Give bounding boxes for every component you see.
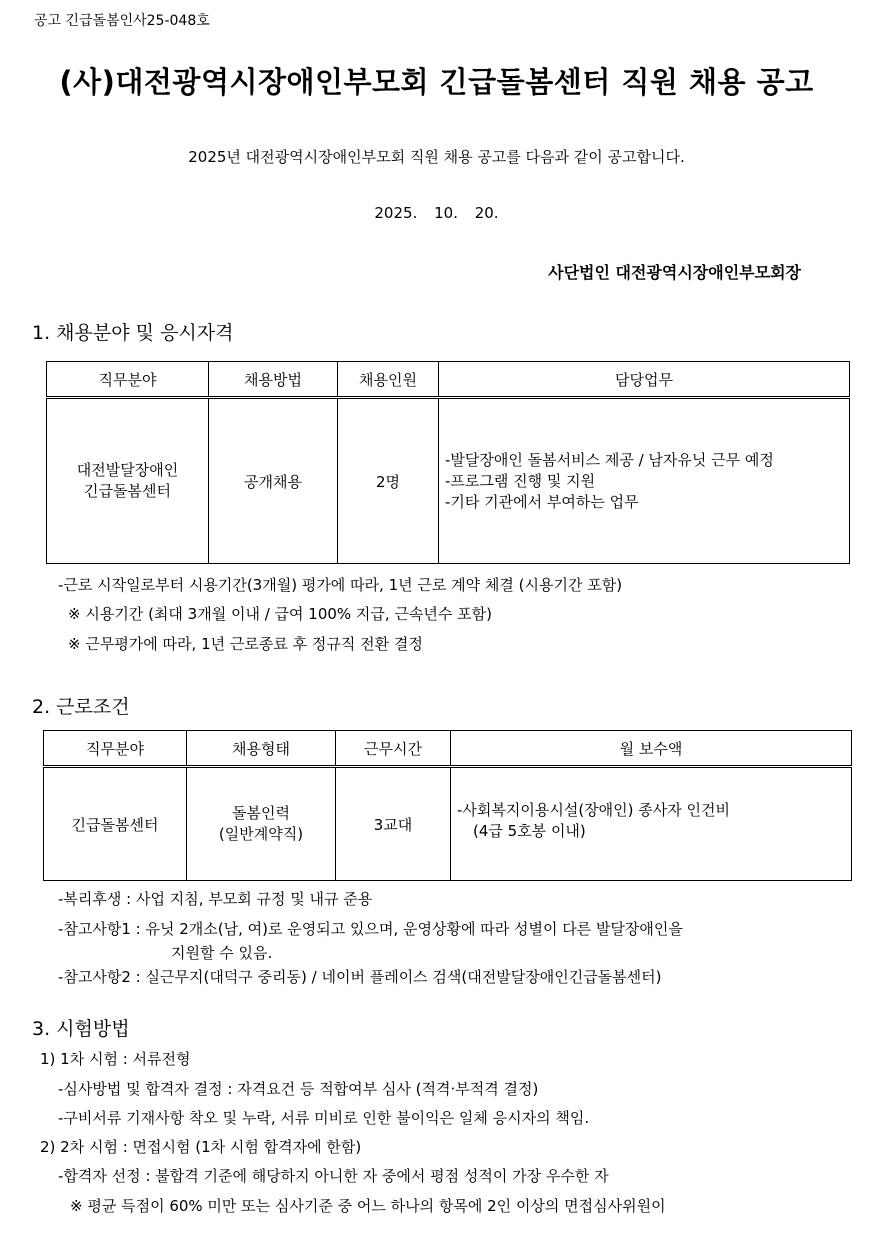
recruitment-table: [46, 361, 850, 564]
count-cell: 2명: [338, 398, 439, 564]
field-cell: [47, 398, 209, 564]
exam-line: -합격자 선정 : 불합격 기준에 해당하지 아니한 자 중에서 평점 성적이 가장 우수한 자: [58, 1167, 609, 1185]
note-line: -참고사항1 : 유닛 2개소(남, 여)로 운영되고 있으며, 운영상황에 따라 성별이 다른 발달장애인을: [58, 920, 683, 938]
field-cell: 긴급돌봄센터: [44, 767, 187, 881]
header-hours: 근무시간: [336, 731, 451, 767]
header-type: 채용형태: [187, 731, 336, 767]
note-line: ※ 시용기간 (최대 3개월 이내 / 급여 100% 지급, 근속년수 포함): [68, 605, 493, 623]
note-line: -근로 시작일로부터 시용기간(3개월) 평가에 따라, 1년 근로 계약 체결 (시용기간 포함): [58, 576, 623, 594]
note-line: 지원할 수 있음.: [171, 944, 273, 962]
pay-line: -사회복지이용시설(장애인) 종사자 인건비: [457, 801, 730, 819]
note-line: -참고사항2 : 실근무지(대덕구 중리동) / 네이버 플레이스 검색(대전발달장애인긴급돌봄센터): [58, 968, 662, 986]
header-count: 채용인원: [338, 362, 439, 398]
note-line: ※ 근무평가에 따라, 1년 근로종료 후 정규직 전환 결정: [68, 635, 423, 653]
section1-heading: 1. 채용분야 및 응시자격: [32, 322, 234, 344]
issuer: 사단법인 대전광역시장애인부모회장: [548, 263, 801, 282]
exam-line: 1) 1차 시험 : 서류전형: [40, 1050, 191, 1068]
pay-cell: [451, 767, 852, 881]
table-row: [47, 398, 850, 564]
type-line: 돌봄인력: [232, 804, 290, 822]
notice-date: 2025. 10. 20.: [374, 204, 499, 222]
intro-text: 2025년 대전광역시장애인부모회 직원 채용 공고를 다음과 같이 공고합니다.: [188, 148, 685, 166]
header-duties: 담당업무: [439, 362, 850, 398]
pay-line: (4급 5호봉 이내): [473, 822, 586, 840]
note-line: -복리후생 : 사업 지침, 부모회 규정 및 내규 준용: [58, 890, 373, 908]
duty-item: -발달장애인 돌봄서비스 제공 / 남자유닛 근무 예정: [445, 450, 774, 469]
exam-line: ※ 평균 득점이 60% 미만 또는 심사기준 중 어느 하나의 항목에 2인 이상의 면접심사위원이: [70, 1197, 666, 1215]
exam-line: -구비서류 기재사항 착오 및 누락, 서류 미비로 인한 불이익은 일체 응시자의 책임.: [58, 1109, 590, 1127]
header-field: 직무분야: [44, 731, 187, 767]
field-line: 대전발달장애인: [76, 461, 179, 479]
duty-item: -기타 기관에서 부여하는 업무: [445, 492, 639, 511]
exam-line: 2) 2차 시험 : 면접시험 (1차 시험 합격자에 한함): [40, 1138, 362, 1156]
table-row: [44, 767, 852, 881]
notice-number: 공고 긴급돌봄인사25-048호: [34, 13, 210, 29]
type-line: (일반계약직): [218, 825, 304, 843]
page-title: (사)대전광역시장애인부모회 긴급돌봄센터 직원 채용 공고: [59, 65, 814, 99]
header-method: 채용방법: [209, 362, 338, 398]
section3-heading: 3. 시험방법: [32, 1018, 130, 1040]
header-field: 직무분야: [47, 362, 209, 398]
section2-heading: 2. 근로조건: [32, 696, 130, 718]
duty-item: -프로그램 진행 및 지원: [445, 471, 596, 490]
conditions-table: [43, 730, 852, 881]
method-cell: 공개채용: [209, 398, 338, 564]
duties-cell: [439, 398, 850, 564]
hours-cell: 3교대: [336, 767, 451, 881]
exam-line: -심사방법 및 합격자 결정 : 자격요건 등 적합여부 심사 (적격·부적격 결정): [58, 1080, 539, 1098]
field-line: 긴급돌봄센터: [84, 482, 171, 500]
header-pay: 월 보수액: [451, 731, 852, 767]
type-cell: [187, 767, 336, 881]
